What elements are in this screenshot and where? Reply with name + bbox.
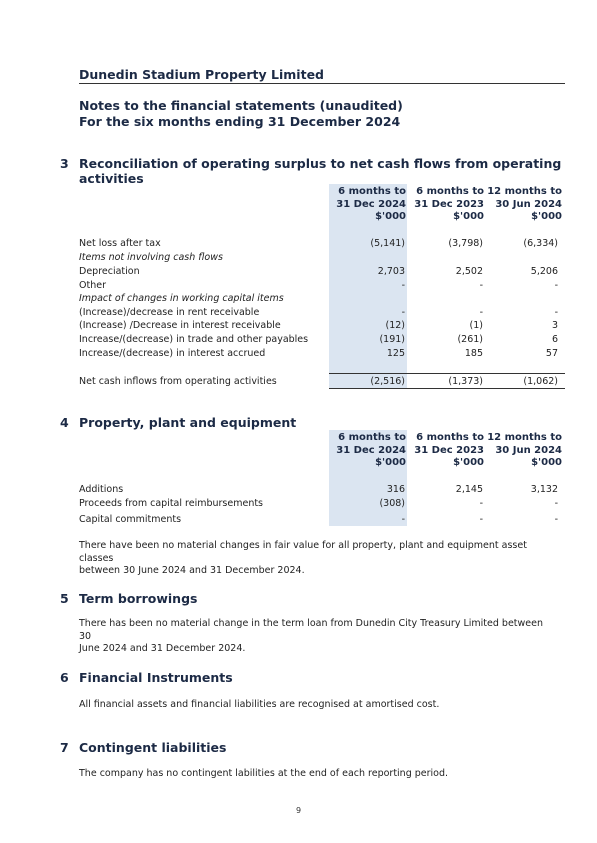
term-borrowings-line-1: There has been no material change in the term loan from Dunedin City Treasury Limited between 30 bbox=[79, 618, 543, 642]
table-row-label: Capital commitments bbox=[79, 514, 182, 525]
s4-h3-line1: 12 months to bbox=[487, 432, 562, 443]
table-cell: - bbox=[554, 514, 558, 525]
s4-header-col-1 bbox=[326, 432, 406, 470]
section-6-title: Financial Instruments bbox=[79, 670, 233, 685]
s3-h3-line3: $'000 bbox=[531, 211, 562, 222]
contingent-liabilities-paragraph: The company has no contingent labilities at the end of each reporting period. bbox=[79, 768, 449, 779]
financial-instruments-paragraph: All financial assets and financial liabilities are recognised at amortised cost. bbox=[79, 699, 440, 710]
section-3-title: Reconciliation of operating surplus to net cash flows from operating activities bbox=[79, 156, 562, 186]
s3-h1-line2: 31 Dec 2024 bbox=[336, 198, 406, 210]
section-4-title: Property, plant and equipment bbox=[79, 415, 297, 430]
table-cell: 2,145 bbox=[455, 484, 483, 495]
header-rule bbox=[79, 83, 565, 84]
table-row-label: Proceeds from capital reimbursements bbox=[79, 498, 264, 509]
total-bottom-rule bbox=[329, 388, 565, 389]
table-cell: (308) bbox=[379, 498, 405, 509]
s4-h1-line3: $'000 bbox=[375, 457, 406, 468]
table-cell: 316 bbox=[386, 484, 405, 495]
s3-header-col-1 bbox=[326, 186, 406, 224]
s4-h3-line3: $'000 bbox=[531, 457, 562, 468]
table-cell: - bbox=[479, 280, 483, 291]
table-cell: 185 bbox=[464, 348, 483, 359]
table-cell: 2,502 bbox=[455, 266, 483, 277]
table-cell: (191) bbox=[379, 334, 405, 345]
s3-header-col-2 bbox=[404, 186, 484, 224]
s4-h2-line2: 31 Dec 2023 bbox=[414, 444, 484, 456]
table-cell: - bbox=[479, 514, 483, 525]
table-cell: (6,334) bbox=[523, 238, 558, 249]
table-row-label: (Increase)/decrease in rent receivable bbox=[79, 307, 260, 318]
s3-h2-line2: 31 Dec 2023 bbox=[414, 198, 484, 210]
section-5-number: 5 bbox=[60, 591, 69, 606]
table-cell: 5,206 bbox=[530, 266, 558, 277]
section-6-number: 6 bbox=[60, 670, 69, 685]
table-cell: (5,141) bbox=[370, 238, 405, 249]
table-cell: - bbox=[554, 307, 558, 318]
s3-h2-line3: $'000 bbox=[453, 211, 484, 222]
page-number: 9 bbox=[295, 806, 302, 815]
s3-h3-line2: 30 Jun 2024 bbox=[495, 198, 562, 210]
table-cell: - bbox=[401, 514, 405, 525]
table-row-label: Depreciation bbox=[79, 266, 140, 277]
table-cell: 3 bbox=[551, 320, 558, 331]
table-row-label: Net loss after tax bbox=[79, 238, 161, 249]
notes-title-line-1: Notes to the financial statements (unaudited) bbox=[79, 98, 403, 113]
table-cell: 3,132 bbox=[530, 484, 558, 495]
ppe-paragraph-line-1: There have been no material changes in fair value for all property, plant and equipment asset classes bbox=[79, 540, 527, 564]
term-borrowings-paragraph bbox=[79, 618, 554, 656]
table-row-label: Impact of changes in working capital items bbox=[79, 293, 284, 304]
table-row-label: Additions bbox=[79, 484, 124, 495]
section-4-number: 4 bbox=[60, 415, 69, 430]
section-5-title: Term borrowings bbox=[79, 591, 198, 606]
table-row-label: Items not involving cash flows bbox=[79, 252, 223, 263]
table-cell: - bbox=[479, 498, 483, 509]
s4-h1-line2: 31 Dec 2024 bbox=[336, 444, 406, 456]
notes-title bbox=[79, 98, 403, 130]
section-7-title: Contingent liabilities bbox=[79, 740, 227, 755]
table-row-label: Increase/(decrease) in interest accrued bbox=[79, 348, 266, 359]
total-cell: (1,062) bbox=[523, 376, 558, 387]
s3-h2-line1: 6 months to bbox=[416, 186, 484, 197]
table-row-label: Increase/(decrease) in trade and other payables bbox=[79, 334, 309, 345]
s4-h3-line2: 30 Jun 2024 bbox=[495, 444, 562, 456]
s3-h1-line1: 6 months to bbox=[338, 186, 406, 197]
table-cell: - bbox=[479, 307, 483, 318]
table-cell: (12) bbox=[385, 320, 405, 331]
s3-header-col-3 bbox=[482, 186, 562, 224]
table-cell: - bbox=[401, 280, 405, 291]
company-name: Dunedin Stadium Property Limited bbox=[79, 67, 324, 82]
table-cell: 125 bbox=[386, 348, 405, 359]
table-cell: 2,703 bbox=[377, 266, 405, 277]
ppe-paragraph-line-2: between 30 June 2024 and 31 December 2024. bbox=[79, 565, 305, 576]
notes-title-line-2: For the six months ending 31 December 2024 bbox=[79, 114, 401, 129]
total-top-rule bbox=[329, 373, 565, 374]
s4-header-col-2 bbox=[404, 432, 484, 470]
table-cell: 57 bbox=[545, 348, 558, 359]
s3-h1-line3: $'000 bbox=[375, 211, 406, 222]
table-cell: 6 bbox=[551, 334, 558, 345]
total-row-label: Net cash inflows from operating activities bbox=[79, 376, 277, 387]
table-cell: - bbox=[554, 498, 558, 509]
section-7-number: 7 bbox=[60, 740, 69, 755]
table-cell: (1) bbox=[469, 320, 483, 331]
s4-h2-line1: 6 months to bbox=[416, 432, 484, 443]
total-cell: (2,516) bbox=[370, 376, 405, 387]
table-row-label: Other bbox=[79, 280, 106, 291]
s3-h3-line1: 12 months to bbox=[487, 186, 562, 197]
term-borrowings-line-2: June 2024 and 31 December 2024. bbox=[79, 643, 246, 654]
table-cell: (3,798) bbox=[448, 238, 483, 249]
table-row-label: (Increase) /Decrease in interest receivable bbox=[79, 320, 281, 331]
section-3-number: 3 bbox=[60, 156, 69, 171]
s4-h2-line3: $'000 bbox=[453, 457, 484, 468]
s4-header-col-3 bbox=[482, 432, 562, 470]
total-cell: (1,373) bbox=[448, 376, 483, 387]
table-cell: (261) bbox=[457, 334, 483, 345]
ppe-paragraph bbox=[79, 540, 554, 578]
table-cell: - bbox=[401, 307, 405, 318]
table-cell: - bbox=[554, 280, 558, 291]
s4-h1-line1: 6 months to bbox=[338, 432, 406, 443]
